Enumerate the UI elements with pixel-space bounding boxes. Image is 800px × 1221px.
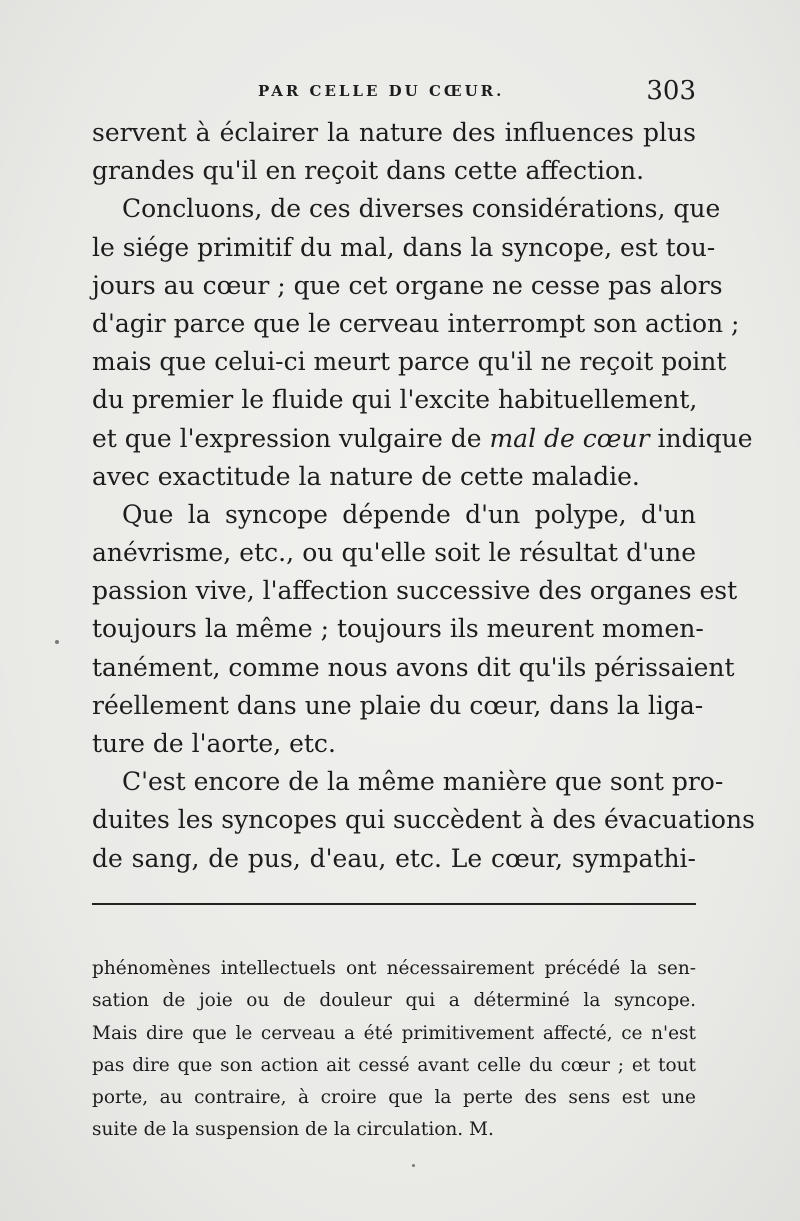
footnote-line: Mais dire que le cerveau a été primitivement affecté, ce n'est (92, 1022, 696, 1044)
text-fragment: indique (649, 423, 753, 453)
footnote-line: sation de joie ou de douleur qui a déterminé la syncope. (92, 990, 696, 1012)
text-line: mais que celui-ci meurt parce qu'il ne reçoit point (92, 347, 727, 377)
text-line: C'est encore de la même manière que sont pro- (122, 767, 724, 797)
footnote (92, 953, 696, 1147)
text-fragment: et que l'expression vulgaire de (92, 423, 490, 453)
text-line: Concluons, de ces diverses considérations, que (122, 194, 721, 224)
paper-speck (412, 1164, 415, 1167)
text-line-with-italic (92, 420, 753, 458)
text-line: de sang, de pus, d'eau, etc. Le cœur, sympathi- (92, 843, 696, 873)
text-line: duites les syncopes qui succèdent à des évacuations (92, 805, 755, 835)
text-line: Que la syncope dépende d'un polype, d'un (122, 499, 696, 529)
text-line: anévrisme, etc., ou qu'elle soit le résultat d'une (92, 538, 696, 568)
text-line: d'agir parce que le cerveau interrompt son action ; (92, 308, 740, 338)
text-line: avec exactitude la nature de cette maladie. (92, 461, 640, 491)
page-header (92, 76, 696, 110)
text-line: ture de l'aorte, etc. (92, 729, 336, 758)
footnote-line: pas dire que son action ait cessé avant celle du cœur ; et tout (92, 1054, 696, 1076)
page-number: 303 (646, 76, 696, 106)
paper-speck (55, 640, 59, 644)
text-line: réellement dans une plaie du cœur, dans la liga- (92, 690, 704, 720)
footnote-line: phénomènes intellectuels ont nécessairement précédé la sen- (92, 958, 696, 979)
text-line: servent à éclairer la nature des influences plus (92, 118, 696, 147)
footnote-line: suite de la suspension de la circulation. M. (92, 1119, 494, 1141)
italic-phrase: mal de cœur (489, 423, 650, 453)
footnote-separator (92, 903, 696, 905)
main-text (92, 114, 755, 878)
text-line: jours au cœur ; que cet organe ne cesse pas alors (92, 270, 723, 300)
running-head: PAR CELLE DU CŒUR. (258, 82, 505, 100)
text-line: du premier le fluide qui l'excite habituellement, (92, 385, 698, 415)
footnote-line: porte, au contraire, à croire que la perte des sens est une (92, 1087, 696, 1109)
text-line: tanément, comme nous avons dit qu'ils périssaient (92, 652, 735, 682)
text-line: le siége primitif du mal, dans la syncope, est tou- (92, 232, 716, 262)
text-line: toujours la même ; toujours ils meurent momen- (92, 614, 704, 644)
text-line: passion vive, l'affection successive des organes est (92, 576, 738, 606)
text-line: grandes qu'il en reçoit dans cette affection. (92, 156, 645, 186)
